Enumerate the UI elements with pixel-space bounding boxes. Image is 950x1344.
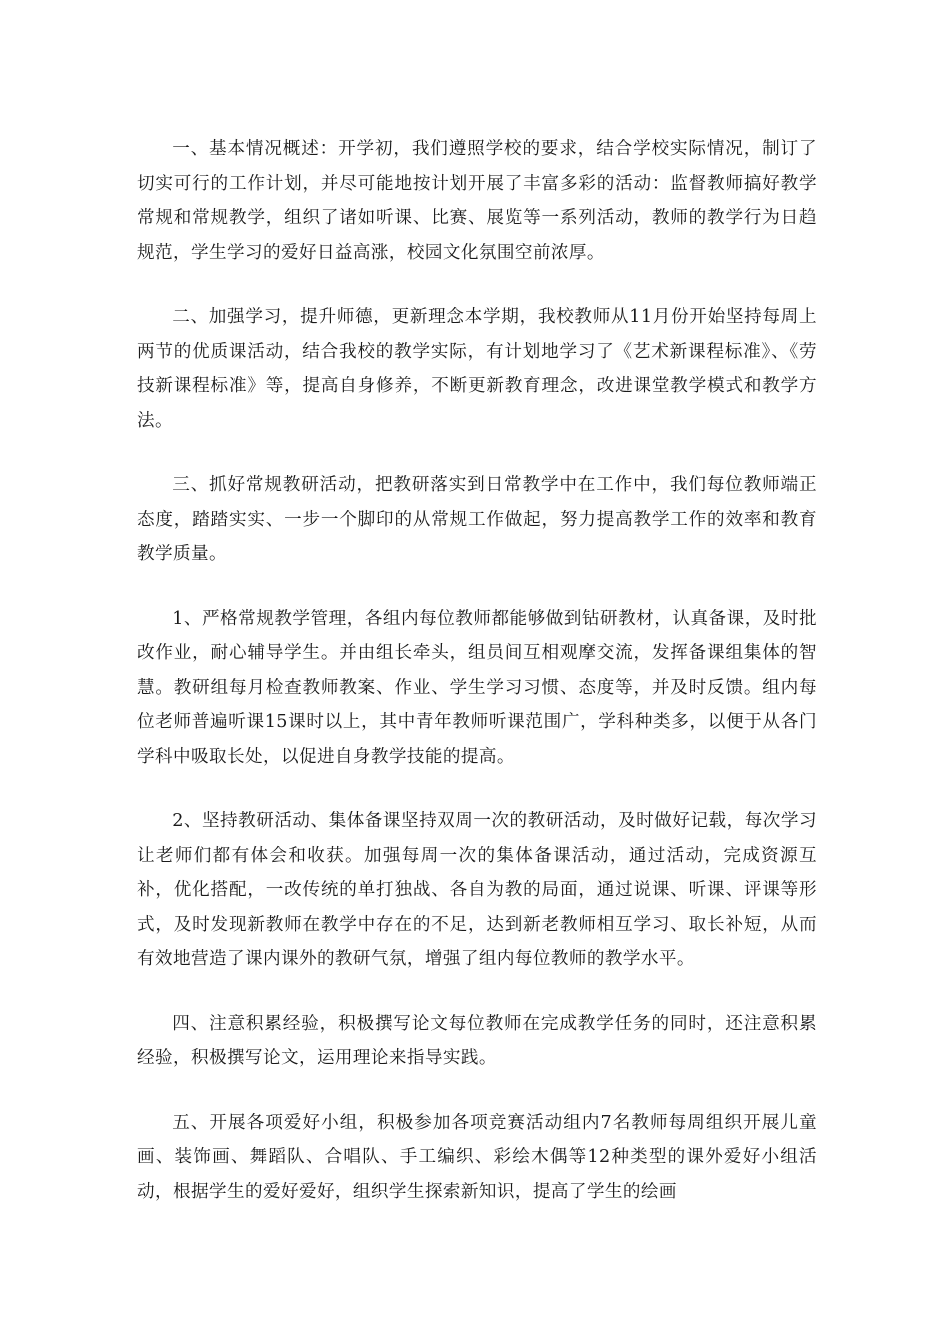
- paragraph-teaching-management: 1、严格常规教学管理，各组内每位教师都能够做到钻研教材，认真备课，及时批改作业，耐心辅导学生。并由组长牵头，组员间互相观摩交流，发挥备课组集体的智慧。教研组每月检查教师教案、作业、学生学习习惯、态度等，并及时反馈。组内每位老师普遍听课15课时以上，其中青年教师听课范围广，学科种类多，以便于从各门学科中吸取长处，以促进自身教学技能的提高。: [137, 608, 817, 767]
- document-page: [137, 132, 817, 1239]
- paragraph-interest-groups: 五、开展各项爱好小组，积极参加各项竞赛活动组内7名教师每周组织开展儿童画、装饰画、舞蹈队、合唱队、手工编织、彩绘木偶等12种类型的课外爱好小组活动，根据学生的爱好爱好，组织学生探索新知识，提高了学生的绘画: [137, 1112, 817, 1202]
- paragraph-experience-papers: 四、注意积累经验，积极撰写论文每位教师在完成教学任务的同时，还注意积累经验，积极撰写论文，运用理论来指导实践。: [137, 1013, 817, 1068]
- paragraph-routine-research: 三、抓好常规教研活动，把教研落实到日常教学中在工作中，我们每位教师端正态度，踏踏实实、一步一个脚印的从常规工作做起，努力提高教学工作的效率和教育教学质量。: [137, 475, 817, 564]
- paragraph-study-ethics: 二、加强学习，提升师德，更新理念本学期，我校教师从11月份开始坚持每周上两节的优质课活动，结合我校的教学实际，有计划地学习了《艺术新课程标准》、《劳技新课程标准》等，提高自身修养，不断更新教育理念，改进课堂教学模式和教学方法。: [137, 307, 817, 431]
- paragraph-basic-overview: 一、基本情况概述：开学初，我们遵照学校的要求，结合学校实际情况，制订了切实可行的工作计划，并尽可能地按计划开展了丰富多彩的活动：监督教师搞好教学常规和常规教学，组织了诸如听课、比赛、展览等一系列活动，教师的教学行为日趋规范，学生学习的爱好日益高涨，校园文化氛围空前浓厚。: [137, 139, 817, 263]
- paragraph-collective-preparation: 2、坚持教研活动、集体备课坚持双周一次的教研活动，及时做好记载，每次学习让老师们都有体会和收获。加强每周一次的集体备课活动，通过活动，完成资源互补，优化搭配，一改传统的单打独战、各自为教的局面，通过说课、听课、评课等形式，及时发现新教师在教学中存在的不足，达到新老教师相互学习、取长补短，从而有效地营造了课内课外的教研气氛，增强了组内每位教师的教学水平。: [137, 811, 817, 969]
